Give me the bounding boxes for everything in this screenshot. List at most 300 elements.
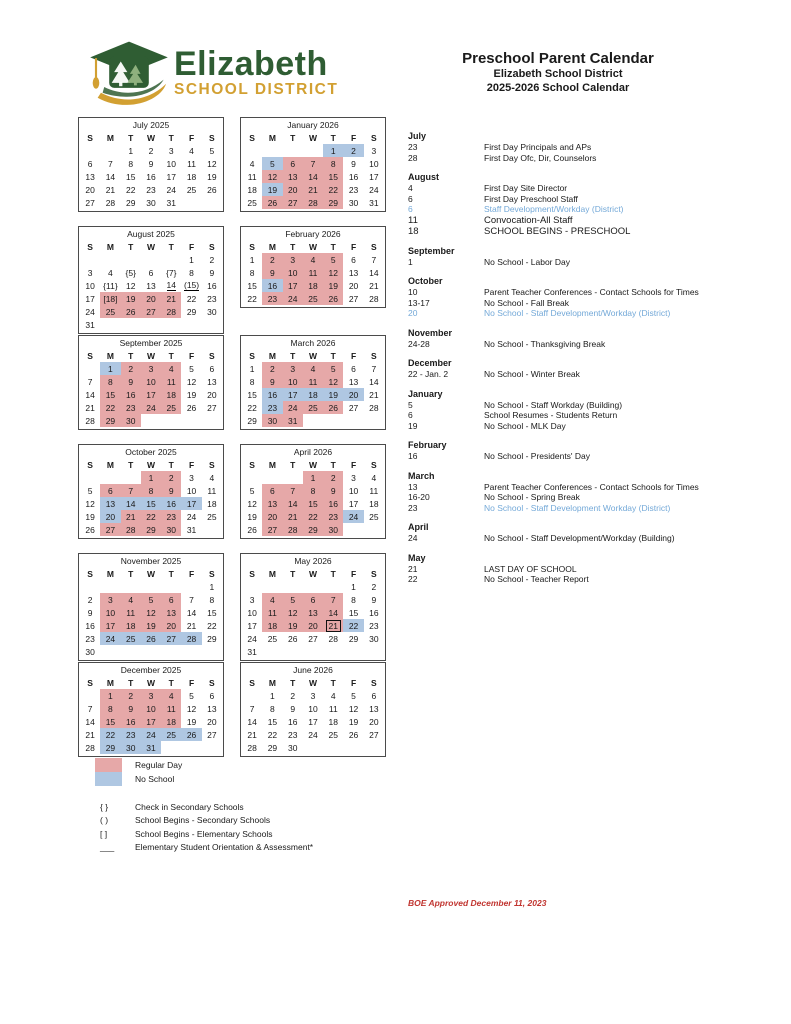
event-text: No School - Spring Break bbox=[484, 492, 580, 502]
day-number: 28 bbox=[125, 524, 136, 535]
day-cell bbox=[100, 318, 120, 331]
day-header: W bbox=[308, 569, 317, 579]
event-text: No School - Labor Day bbox=[484, 256, 570, 267]
day-cell bbox=[262, 580, 282, 593]
day-cell bbox=[242, 375, 262, 388]
week-row bbox=[80, 523, 222, 536]
day-number: 15 bbox=[328, 171, 338, 182]
day-cell bbox=[242, 471, 262, 484]
week-row bbox=[242, 170, 384, 183]
day-cell bbox=[242, 266, 262, 279]
day-cell bbox=[181, 471, 201, 484]
event-row bbox=[408, 492, 786, 503]
week-row bbox=[80, 266, 222, 279]
day-cell bbox=[181, 279, 201, 292]
event-date: 22 - Jan. 2 bbox=[408, 369, 449, 379]
day-cell bbox=[323, 266, 343, 279]
day-cell bbox=[121, 606, 141, 619]
day-number: 11 bbox=[328, 703, 338, 714]
day-cell bbox=[181, 689, 201, 702]
day-number: 22 bbox=[125, 184, 136, 195]
day-cell bbox=[121, 728, 141, 741]
event-row bbox=[408, 215, 786, 226]
day-cell bbox=[121, 715, 141, 728]
day-cell bbox=[242, 619, 262, 632]
week-row bbox=[242, 632, 384, 645]
day-cell bbox=[181, 414, 201, 427]
day-cell bbox=[161, 728, 181, 741]
day-cell bbox=[181, 401, 201, 414]
day-number: 19 bbox=[328, 280, 338, 291]
calendar-month-title: January 2026 bbox=[287, 120, 339, 130]
day-number: 10 bbox=[247, 607, 257, 618]
day-cell bbox=[80, 497, 100, 510]
day-number: 3 bbox=[87, 267, 93, 278]
week-row bbox=[242, 471, 384, 484]
day-number: (15) bbox=[183, 279, 200, 290]
day-cell bbox=[121, 253, 141, 266]
day-cell bbox=[303, 292, 323, 305]
day-cell bbox=[100, 645, 120, 658]
day-number: 14 bbox=[85, 389, 95, 400]
day-cell bbox=[283, 484, 303, 497]
day-header: T bbox=[168, 351, 174, 361]
event-text: Parent Teacher Conferences - Contact Schools for Times bbox=[484, 287, 699, 297]
day-cell bbox=[100, 183, 120, 196]
day-number: 28 bbox=[166, 306, 176, 317]
day-cell bbox=[202, 362, 222, 375]
day-cell bbox=[364, 266, 384, 279]
day-number: 30 bbox=[146, 197, 156, 208]
day-cell bbox=[181, 292, 201, 305]
day-cell bbox=[121, 279, 141, 292]
day-header: T bbox=[330, 678, 336, 688]
day-cell bbox=[323, 728, 343, 741]
day-header: T bbox=[330, 242, 336, 252]
day-number: 21 bbox=[105, 184, 116, 195]
day-number: 14 bbox=[328, 607, 338, 618]
day-header: T bbox=[290, 569, 296, 579]
event-text: Parent Teacher Conferences - Contact Schools for Times bbox=[484, 481, 699, 492]
day-cell bbox=[202, 471, 222, 484]
event-text: No School - Thanksgiving Break bbox=[484, 338, 606, 349]
event-month-label: November bbox=[408, 327, 453, 338]
event-month-section-january bbox=[408, 389, 786, 432]
day-number: 19 bbox=[125, 293, 136, 304]
day-cell bbox=[283, 632, 303, 645]
day-number: 4 bbox=[310, 254, 316, 265]
day-number: 8 bbox=[148, 485, 154, 496]
day-number: 12 bbox=[146, 607, 156, 618]
day-cell bbox=[364, 497, 384, 510]
day-header: S bbox=[249, 242, 255, 252]
day-number: 6 bbox=[270, 485, 275, 496]
calendar-grid bbox=[78, 117, 386, 771]
day-cell bbox=[323, 414, 343, 427]
day-number: 17 bbox=[369, 171, 379, 182]
day-cell bbox=[80, 253, 100, 266]
day-number: 24 bbox=[247, 633, 257, 644]
day-number: 30 bbox=[328, 524, 338, 535]
day-number: 15 bbox=[348, 607, 359, 618]
week-row bbox=[242, 741, 384, 754]
day-cell bbox=[343, 388, 363, 401]
event-row bbox=[408, 287, 786, 298]
day-number: 2 bbox=[270, 363, 275, 374]
day-header: S bbox=[87, 569, 93, 579]
day-number: 28 bbox=[308, 197, 318, 208]
day-header: S bbox=[208, 133, 215, 143]
week-row bbox=[80, 497, 222, 510]
event-month-label: February bbox=[408, 440, 447, 450]
day-cell bbox=[323, 741, 343, 754]
day-cell bbox=[100, 144, 120, 157]
day-cell bbox=[181, 170, 201, 183]
event-date: 5 bbox=[408, 399, 413, 410]
day-number: 2 bbox=[168, 472, 174, 483]
day-number: 19 bbox=[186, 716, 197, 727]
legend-symbol-row bbox=[95, 800, 313, 814]
day-header-row bbox=[242, 677, 384, 689]
day-number: 15 bbox=[146, 498, 156, 509]
day-number: 15 bbox=[247, 280, 257, 291]
day-number: 29 bbox=[267, 742, 278, 753]
week-row bbox=[80, 157, 222, 170]
day-number: 31 bbox=[85, 319, 95, 330]
day-cell bbox=[262, 497, 282, 510]
day-cell bbox=[262, 593, 282, 606]
day-number: 14 bbox=[247, 716, 257, 727]
week-row bbox=[242, 689, 384, 702]
day-cell bbox=[343, 689, 363, 702]
day-number: 8 bbox=[351, 594, 356, 605]
day-cell bbox=[262, 471, 282, 484]
day-cell bbox=[100, 593, 120, 606]
week-row bbox=[242, 619, 384, 632]
day-cell bbox=[161, 497, 181, 510]
day-cell bbox=[262, 253, 282, 266]
day-cell bbox=[364, 253, 384, 266]
day-header: T bbox=[290, 351, 296, 361]
day-cell bbox=[283, 144, 303, 157]
day-number: 1 bbox=[148, 472, 154, 483]
day-header: T bbox=[128, 242, 134, 252]
day-cell bbox=[161, 715, 181, 728]
day-cell bbox=[242, 157, 262, 170]
day-number: 8 bbox=[310, 485, 316, 496]
event-row bbox=[408, 410, 786, 421]
day-cell bbox=[202, 728, 222, 741]
day-number: 2 bbox=[290, 690, 296, 701]
day-cell bbox=[364, 375, 384, 388]
day-cell bbox=[121, 741, 141, 754]
event-text: First Day Principals and APs bbox=[484, 142, 592, 152]
day-cell bbox=[202, 388, 222, 401]
day-number: 9 bbox=[270, 376, 275, 387]
day-number: 8 bbox=[330, 158, 336, 169]
event-text: No School - Staff Development/Workday (Building) bbox=[484, 533, 675, 543]
day-header-row bbox=[242, 132, 384, 144]
week-row bbox=[242, 253, 384, 266]
day-header: M bbox=[268, 460, 276, 470]
day-cell bbox=[202, 292, 222, 305]
day-cell bbox=[121, 645, 141, 658]
day-number: 31 bbox=[247, 646, 257, 657]
day-number: 13 bbox=[348, 267, 359, 278]
day-number: 29 bbox=[207, 633, 217, 644]
day-number: 28 bbox=[186, 633, 197, 644]
day-number: 12 bbox=[125, 280, 136, 291]
day-number: 27 bbox=[267, 524, 278, 535]
day-header: S bbox=[370, 133, 377, 143]
week-row bbox=[242, 497, 384, 510]
calendar-month-title: October 2025 bbox=[125, 447, 177, 457]
day-cell bbox=[181, 253, 201, 266]
day-number: 7 bbox=[108, 158, 113, 169]
day-header-row bbox=[242, 241, 384, 253]
day-cell bbox=[364, 401, 384, 414]
day-number: 24 bbox=[146, 729, 156, 740]
day-cell bbox=[343, 523, 363, 536]
day-number: 14 bbox=[369, 376, 379, 387]
day-cell bbox=[161, 266, 181, 279]
day-number: 30 bbox=[348, 197, 359, 208]
day-header: W bbox=[308, 460, 317, 470]
day-number: 24 bbox=[105, 633, 116, 644]
day-number: 17 bbox=[85, 293, 95, 304]
week-row bbox=[80, 471, 222, 484]
day-cell bbox=[121, 196, 141, 209]
day-number: 1 bbox=[249, 254, 255, 265]
day-number: 19 bbox=[328, 389, 338, 400]
day-number: 16 bbox=[146, 171, 156, 182]
logo-subname: SCHOOL DISTRICT bbox=[174, 80, 339, 98]
day-cell bbox=[323, 702, 343, 715]
day-number: 7 bbox=[290, 485, 296, 496]
day-cell bbox=[202, 580, 222, 593]
week-row bbox=[80, 305, 222, 318]
day-number: 2 bbox=[371, 581, 377, 592]
day-number: 27 bbox=[287, 197, 298, 208]
event-date: 22 bbox=[408, 574, 418, 584]
day-number: 21 bbox=[85, 402, 95, 413]
day-cell bbox=[141, 523, 161, 536]
day-number: 18 bbox=[125, 620, 136, 631]
day-number: 1 bbox=[108, 363, 113, 374]
day-cell bbox=[202, 266, 222, 279]
day-number: 14 bbox=[166, 279, 176, 290]
day-number: 23 bbox=[267, 293, 278, 304]
day-number: 12 bbox=[328, 267, 338, 278]
week-row bbox=[242, 715, 384, 728]
day-number: 16 bbox=[267, 280, 278, 291]
day-cell bbox=[181, 144, 201, 157]
week-row bbox=[80, 632, 222, 645]
event-row bbox=[408, 257, 786, 268]
day-number: 11 bbox=[308, 267, 318, 278]
day-number: 22 bbox=[146, 511, 156, 522]
day-number: 9 bbox=[270, 267, 275, 278]
day-number: 22 bbox=[247, 402, 257, 413]
day-cell bbox=[323, 170, 343, 183]
week-row bbox=[80, 606, 222, 619]
day-number: 13 bbox=[287, 171, 298, 182]
day-cell bbox=[343, 362, 363, 375]
day-cell bbox=[100, 375, 120, 388]
day-cell bbox=[242, 580, 262, 593]
day-cell bbox=[141, 266, 161, 279]
day-number: 24 bbox=[369, 184, 379, 195]
week-row bbox=[242, 388, 384, 401]
day-number: 4 bbox=[108, 267, 113, 278]
day-header: M bbox=[106, 242, 114, 252]
day-cell bbox=[181, 305, 201, 318]
day-cell bbox=[303, 471, 323, 484]
day-header: T bbox=[128, 678, 134, 688]
day-cell bbox=[141, 388, 161, 401]
day-number: 12 bbox=[85, 498, 95, 509]
day-cell bbox=[141, 606, 161, 619]
day-cell bbox=[343, 266, 363, 279]
day-cell bbox=[262, 414, 282, 427]
day-number: 23 bbox=[85, 633, 95, 644]
day-cell bbox=[242, 414, 262, 427]
day-number: 3 bbox=[168, 145, 174, 156]
day-number: 12 bbox=[348, 703, 359, 714]
day-number: 18 bbox=[186, 171, 197, 182]
day-header: S bbox=[370, 678, 377, 688]
day-cell bbox=[80, 580, 100, 593]
day-cell bbox=[323, 362, 343, 375]
day-number: 25 bbox=[247, 197, 257, 208]
mini-calendar-february-2026 bbox=[240, 226, 386, 308]
day-cell bbox=[161, 484, 181, 497]
day-cell bbox=[100, 401, 120, 414]
day-number: 17 bbox=[348, 498, 359, 509]
event-text: No School - Winter Break bbox=[484, 369, 580, 379]
day-number: 25 bbox=[186, 184, 197, 195]
day-number: 8 bbox=[209, 594, 215, 605]
day-cell bbox=[100, 632, 120, 645]
day-cell bbox=[303, 580, 323, 593]
calendar-month-title: September 2025 bbox=[119, 338, 183, 348]
day-cell bbox=[161, 580, 181, 593]
legend-symbol-label: School Begins - Secondary Schools bbox=[135, 815, 271, 826]
day-header: F bbox=[350, 460, 357, 470]
day-cell bbox=[141, 593, 161, 606]
day-number: 28 bbox=[247, 742, 257, 753]
day-header: S bbox=[208, 351, 215, 361]
day-cell bbox=[80, 593, 100, 606]
day-cell bbox=[262, 362, 282, 375]
day-number: 6 bbox=[87, 158, 93, 169]
legend-symbol-row bbox=[95, 814, 313, 828]
no-school-swatch bbox=[95, 772, 122, 786]
legend-symbol-row bbox=[95, 841, 313, 855]
regular-day-swatch bbox=[95, 758, 122, 772]
day-cell bbox=[181, 632, 201, 645]
day-header: M bbox=[268, 569, 276, 579]
day-header: T bbox=[128, 460, 134, 470]
day-number: 1 bbox=[310, 472, 316, 483]
day-number: 4 bbox=[168, 363, 174, 374]
day-cell bbox=[323, 632, 343, 645]
event-text: LAST DAY OF SCHOOL bbox=[484, 563, 577, 574]
day-cell bbox=[283, 741, 303, 754]
day-number: 12 bbox=[267, 171, 278, 182]
day-cell bbox=[343, 375, 363, 388]
mini-calendar-april-2026 bbox=[240, 444, 386, 539]
day-number: 31 bbox=[166, 197, 176, 208]
day-cell bbox=[242, 401, 262, 414]
day-cell bbox=[141, 157, 161, 170]
day-cell bbox=[303, 362, 323, 375]
day-cell bbox=[242, 741, 262, 754]
event-month-section-november bbox=[408, 328, 786, 350]
day-number: 29 bbox=[105, 742, 116, 753]
day-number: 29 bbox=[186, 306, 197, 317]
day-number: 1 bbox=[108, 690, 113, 701]
day-cell bbox=[161, 689, 181, 702]
day-cell bbox=[343, 497, 363, 510]
day-number: 13 bbox=[85, 171, 95, 182]
day-number: 10 bbox=[105, 607, 116, 618]
day-header: S bbox=[87, 133, 93, 143]
day-number: 5 bbox=[209, 145, 215, 156]
calendar-month-title: July 2025 bbox=[132, 120, 170, 130]
week-row bbox=[80, 689, 222, 702]
day-number: 27 bbox=[308, 633, 318, 644]
calendar-month-title: May 2026 bbox=[294, 556, 332, 566]
day-number: 19 bbox=[287, 620, 298, 631]
day-cell bbox=[323, 715, 343, 728]
day-cell bbox=[283, 715, 303, 728]
day-header: F bbox=[350, 351, 357, 361]
day-cell bbox=[161, 157, 181, 170]
day-cell bbox=[80, 414, 100, 427]
day-number: 21 bbox=[369, 389, 379, 400]
day-cell bbox=[141, 375, 161, 388]
day-number: 14 bbox=[125, 498, 136, 509]
day-number: 15 bbox=[125, 171, 136, 182]
day-header: S bbox=[208, 678, 215, 688]
day-cell bbox=[303, 196, 323, 209]
day-cell bbox=[283, 471, 303, 484]
day-number: 11 bbox=[207, 485, 217, 496]
day-cell bbox=[141, 728, 161, 741]
day-header: T bbox=[168, 460, 174, 470]
day-header: W bbox=[146, 133, 155, 143]
day-cell bbox=[80, 196, 100, 209]
day-cell bbox=[364, 279, 384, 292]
day-cell bbox=[202, 632, 222, 645]
day-cell bbox=[121, 619, 141, 632]
event-row bbox=[408, 574, 786, 585]
event-text: No School - Staff Development Workday (District) bbox=[484, 502, 671, 513]
underline-symbol: ___ bbox=[100, 842, 115, 853]
day-number: 6 bbox=[209, 690, 215, 701]
day-cell bbox=[141, 645, 161, 658]
day-cell bbox=[262, 196, 282, 209]
day-cell bbox=[323, 279, 343, 292]
day-number: 24 bbox=[166, 184, 176, 195]
event-date: 6 bbox=[408, 193, 413, 204]
day-number: 27 bbox=[348, 402, 359, 413]
day-number: 3 bbox=[249, 594, 255, 605]
event-month-section-august bbox=[408, 172, 786, 237]
day-cell bbox=[80, 471, 100, 484]
day-cell bbox=[80, 632, 100, 645]
